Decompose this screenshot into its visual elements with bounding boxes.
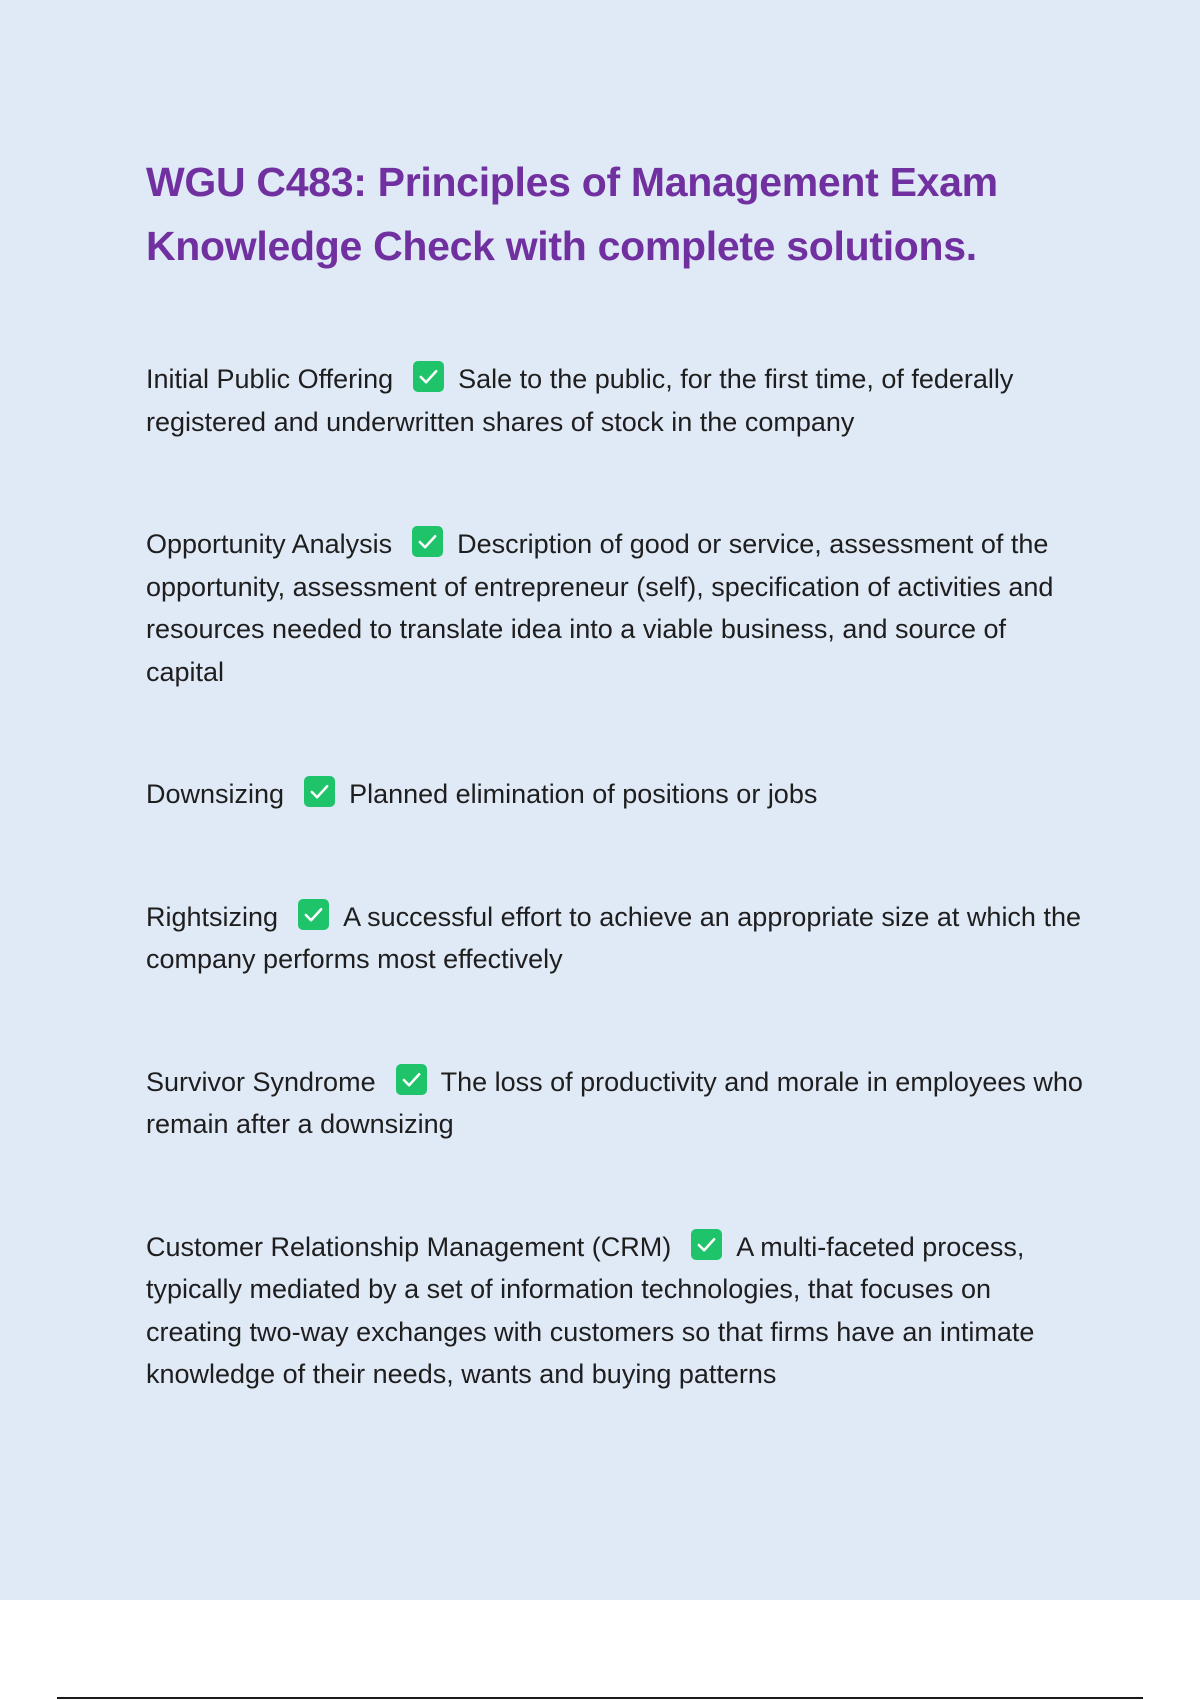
qa-list bbox=[146, 358, 1086, 1396]
qa-entry bbox=[146, 358, 1086, 443]
footer-divider bbox=[57, 1697, 1143, 1699]
definition-text: Sale to the public, for the first time, of federally registered and underwritten shares of stock in the company bbox=[146, 364, 1014, 437]
check-mark-icon bbox=[412, 526, 443, 557]
check-mark-icon bbox=[396, 1064, 427, 1095]
qa-entry bbox=[146, 523, 1086, 693]
page-title: WGU C483: Principles of Management Exam Knowledge Check with complete solutions. bbox=[146, 159, 998, 269]
definition-text: A multi-faceted process, typically mediated by a set of information technologies, that focuses on creating two-way exchanges with customers so that firms have an intimate knowledge of their needs, wants and buying patterns bbox=[146, 1231, 1035, 1389]
qa-entry bbox=[146, 1226, 1086, 1396]
term-label: Survivor Syndrome bbox=[146, 1066, 376, 1097]
definition-text: Planned elimination of positions or jobs bbox=[349, 779, 818, 809]
term-label: Initial Public Offering bbox=[146, 364, 394, 394]
check-mark-icon bbox=[691, 1229, 722, 1260]
term-label: Rightsizing bbox=[146, 901, 279, 932]
definition-text: Description of good or service, assessment of the opportunity, assessment of entrepreneur (self), specification of activities and resources needed to translate idea into a viable business, and source of capital bbox=[146, 529, 1054, 687]
check-mark-icon bbox=[298, 899, 329, 930]
definition-text: The loss of productivity and morale in employees who remain after a downsizing bbox=[146, 1066, 1083, 1139]
term-label: Opportunity Analysis bbox=[146, 529, 393, 559]
definition-text: A successful effort to achieve an appropriate size at which the company performs most effectively bbox=[146, 901, 1081, 974]
document-content bbox=[146, 150, 1086, 1476]
qa-entry bbox=[146, 1061, 1086, 1146]
qa-entry bbox=[146, 896, 1086, 981]
term-label: Customer Relationship Management (CRM) bbox=[146, 1231, 672, 1262]
check-mark-icon bbox=[304, 776, 335, 807]
term-label: Downsizing bbox=[146, 779, 285, 809]
check-mark-icon bbox=[413, 361, 444, 392]
qa-entry bbox=[146, 773, 1086, 816]
